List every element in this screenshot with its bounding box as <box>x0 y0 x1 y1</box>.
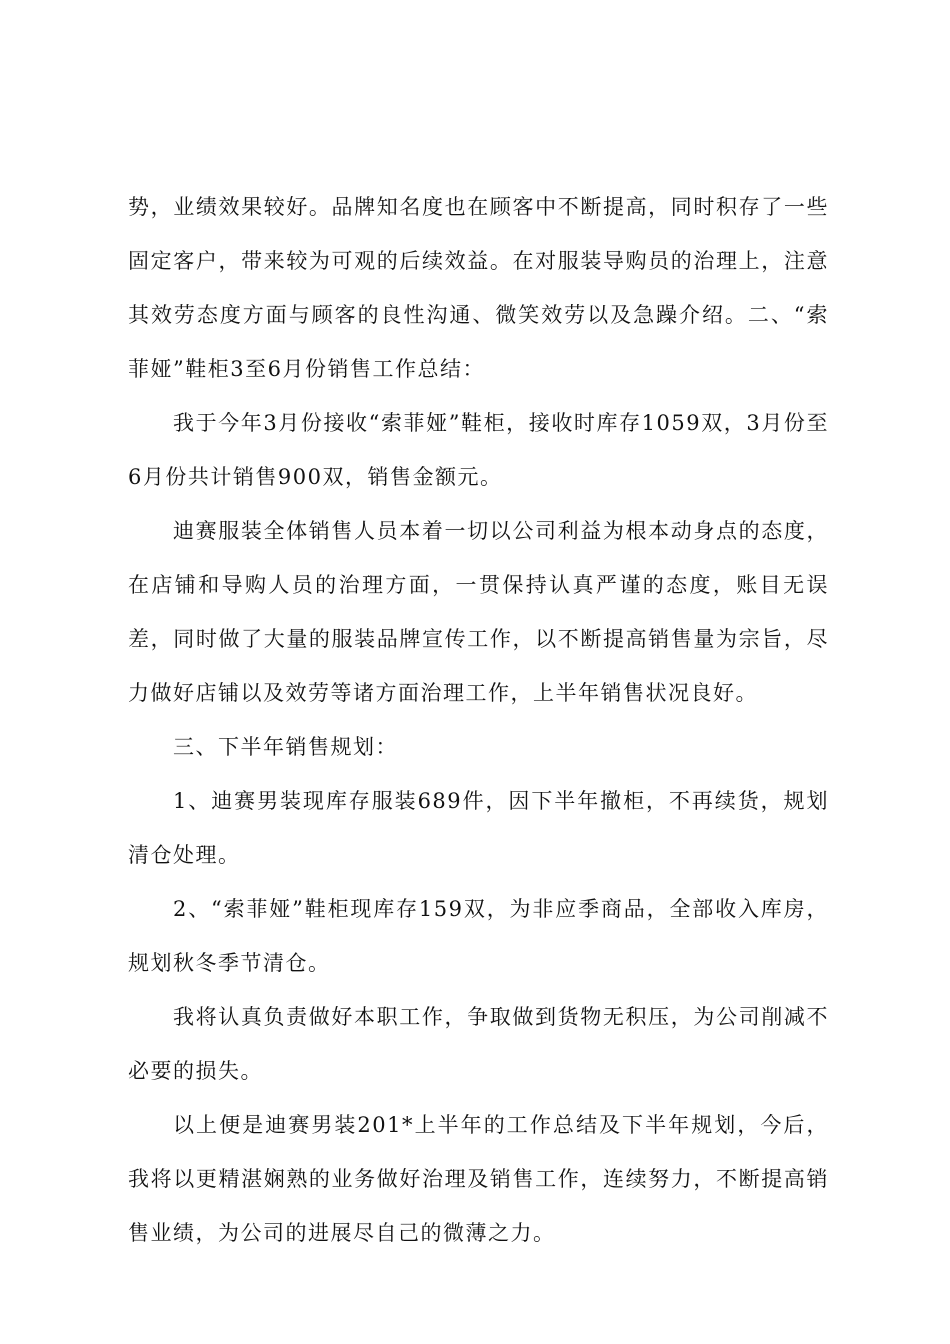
list-item-1: 1、迪赛男装现库存服装689件，因下半年撤柜，不再续货，规划清仓处理。 <box>128 789 829 867</box>
paragraph-sofia-sales: 我于今年3月份接收“索菲娅”鞋柜，接收时库存1059双，3月份至6月份共计销售900双，销售金额元。 <box>128 411 829 489</box>
document-body <box>128 180 829 1260</box>
paragraph-conclusion: 以上便是迪赛男装201*上半年的工作总结及下半年规划，今后，我将以更精湛娴熟的业务做好治理及销售工作，连续努力，不断提高销售业绩，为公司的进展尽自己的微薄之力。 <box>128 1113 829 1245</box>
list-item-2: 2、“索菲娅”鞋柜现库存159双，为非应季商品，全部收入库房，规划秋冬季节清仓。 <box>128 897 829 975</box>
paragraph-commitment: 我将认真负责做好本职工作，争取做到货物无积压，为公司削减不必要的损失。 <box>128 1005 829 1083</box>
paragraph-staff: 迪赛服装全体销售人员本着一切以公司利益为根本动身点的态度，在店铺和导购人员的治理方面，一贯保持认真严谨的态度，账目无误差，同时做了大量的服装品牌宣传工作，以不断提高销售量为宗旨，尽力做好店铺以及效劳等诸方面治理工作，上半年销售状况良好。 <box>128 519 829 705</box>
paragraph-continued: 势，业绩效果较好。品牌知名度也在顾客中不断提高，同时积存了一些固定客户，带来较为可观的后续效益。在对服装导购员的治理上，注意其效劳态度方面与顾客的良性沟通、微笑效劳以及急躁介绍。二、“索菲娅”鞋柜3至6月份销售工作总结： <box>128 195 829 381</box>
section-heading-3: 三、下半年销售规划： <box>173 735 398 759</box>
